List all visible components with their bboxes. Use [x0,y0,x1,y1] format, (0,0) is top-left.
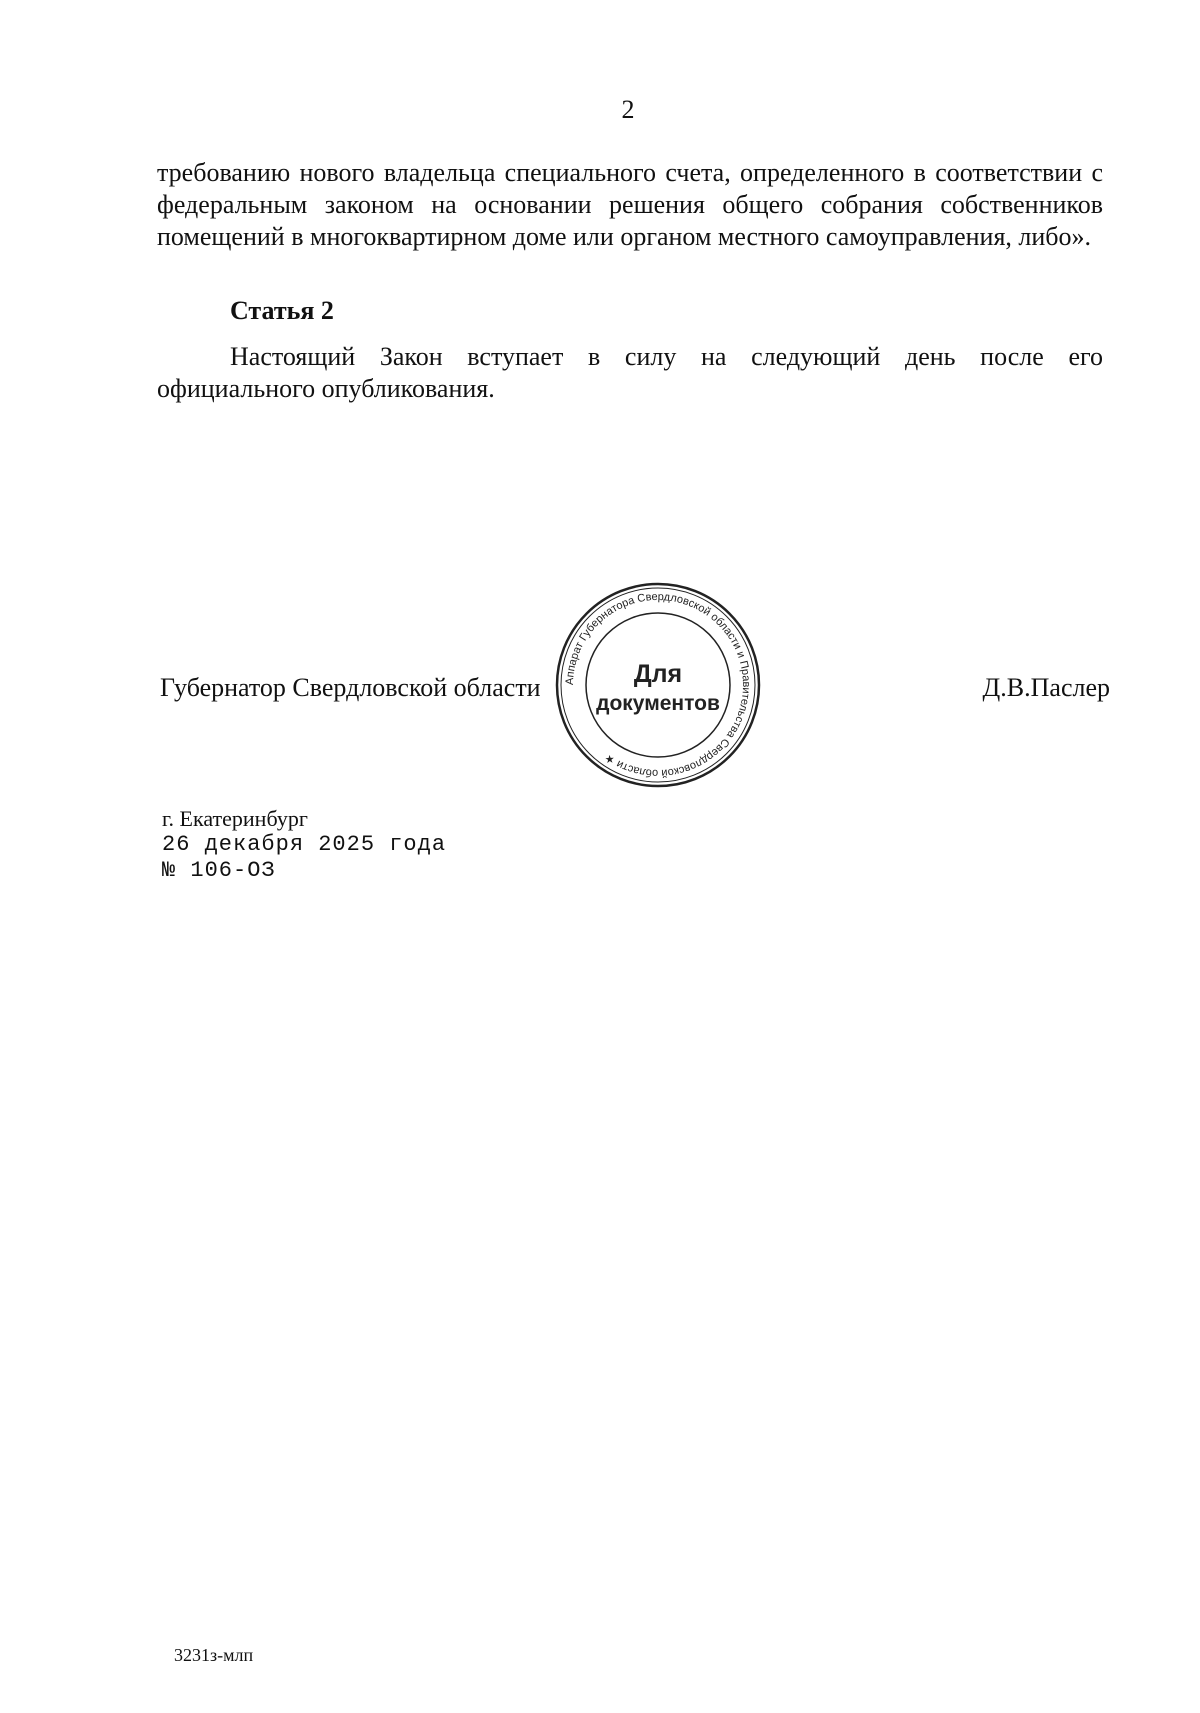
article-text: Настоящий Закон вступает в силу на следующий день после его официального опубликования. [157,342,1103,403]
official-stamp [553,580,763,790]
stamp-center-line-1: Для [633,660,683,688]
continuation-paragraph: требованию нового владельца специального счета, определенного в соответствии с федеральным законом на основании решения общего собрания собственников помещений в многоквартирном доме или органом местного самоуправления, либо». [157,158,1103,251]
enactment-date: 26 декабря 2025 года [162,832,447,857]
signatory-title: Губернатор Свердловской области [160,673,541,702]
stamp-center-line-2: документов [596,692,720,715]
article-heading: Статья 2 [230,296,334,325]
document-code: 3231з-млп [174,1645,254,1665]
law-number: № 106-ОЗ [162,858,276,883]
enactment-place: г. Екатеринбург [162,806,308,831]
stamp-ring-text: Аппарат Губернатора Свердловской области и Правительства Свердловской области ★ [563,590,753,780]
signatory-name: Д.В.Паслер [982,673,1110,702]
page-number: 2 [621,95,635,124]
